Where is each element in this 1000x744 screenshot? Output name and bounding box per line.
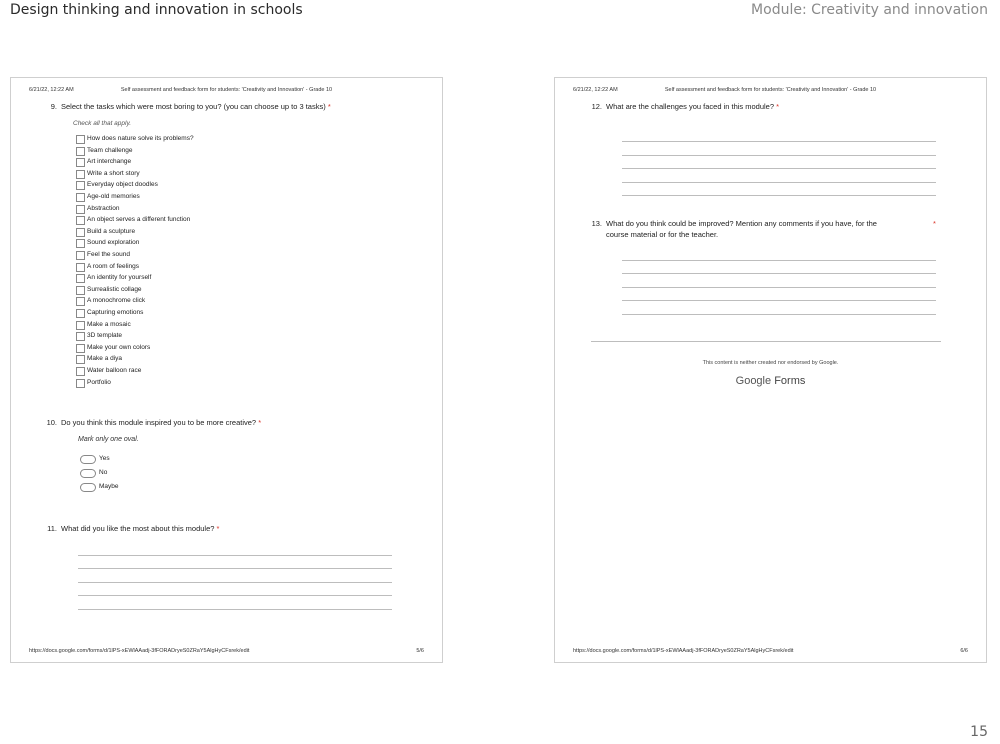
radio-label: Yes xyxy=(99,455,110,462)
checkbox-label: Water balloon race xyxy=(87,367,142,374)
answer-line[interactable] xyxy=(622,195,936,196)
checkbox[interactable] xyxy=(76,297,85,306)
presentation-title: Design thinking and innovation in schools xyxy=(10,2,303,18)
question-number: 9. xyxy=(50,102,57,111)
checkbox-label: Capturing emotions xyxy=(87,309,144,316)
answer-line[interactable] xyxy=(78,595,392,596)
required-marker: * xyxy=(776,102,780,111)
question-text: What did you like the most about this module? xyxy=(61,524,215,533)
checkbox[interactable] xyxy=(76,251,85,260)
print-date: 6/21/22, 12:22 AM xyxy=(29,87,74,93)
checkbox[interactable] xyxy=(76,170,85,179)
radio-hint: Mark only one oval. xyxy=(78,436,139,443)
answer-line[interactable] xyxy=(622,141,936,142)
radio-oval[interactable] xyxy=(80,483,96,492)
checkbox-label: Build a sculpture xyxy=(87,227,136,235)
question-text-line-2: course material or for the teacher. xyxy=(606,230,719,239)
checkbox-label: Feel the sound xyxy=(87,251,131,258)
checkbox[interactable] xyxy=(76,181,85,190)
question-number: 12. xyxy=(591,102,602,111)
slide-number: 15 xyxy=(970,724,988,740)
checkbox[interactable] xyxy=(76,239,85,248)
checkbox[interactable] xyxy=(76,286,85,295)
answer-line[interactable] xyxy=(622,300,936,301)
question-number: 10. xyxy=(46,418,57,427)
print-form-title: Self assessment and feedback form for students: 'Creativity and Innovation' - Grade 10 xyxy=(664,87,877,93)
answer-line[interactable] xyxy=(622,260,936,261)
radio-oval[interactable] xyxy=(80,469,96,478)
checkbox-label: Make your own colors xyxy=(87,343,151,351)
required-marker: * xyxy=(327,102,331,111)
module-label: Module: Creativity and innovation xyxy=(751,2,988,18)
answer-line[interactable] xyxy=(622,155,936,156)
checkbox-label: A monochrome click xyxy=(87,297,146,305)
section-divider xyxy=(591,341,941,342)
answer-line[interactable] xyxy=(622,273,936,274)
form-page-5 xyxy=(10,77,443,663)
question-text: Do you think this module inspired you to be more creative? xyxy=(61,418,257,427)
required-marker: * xyxy=(933,219,936,228)
question-text: What are the challenges you faced in this module? xyxy=(606,102,775,111)
answer-line[interactable] xyxy=(622,314,936,315)
checkbox[interactable] xyxy=(76,205,85,214)
checkbox[interactable] xyxy=(76,263,85,272)
required-marker: * xyxy=(258,418,262,427)
checkbox-label: Abstraction xyxy=(87,204,120,212)
checkbox[interactable] xyxy=(76,228,85,237)
radio-label: Maybe xyxy=(99,483,119,490)
google-forms-logo xyxy=(555,375,986,387)
question-number: 13. xyxy=(591,219,602,228)
checkbox[interactable] xyxy=(76,135,85,144)
checkbox-label: Art interchange xyxy=(87,158,132,166)
checkbox[interactable] xyxy=(76,321,85,330)
checkbox[interactable] xyxy=(76,367,85,376)
answer-line[interactable] xyxy=(78,568,392,569)
print-url: https://docs.google.com/forms/d/1lPS-xEWlAAadj-3fFORADryeS0ZRaY5AlgHyCFsrek/edit xyxy=(573,648,794,654)
checkbox-hint: Check all that apply. xyxy=(73,120,132,127)
checkbox-label: Age-old memories xyxy=(87,193,140,200)
checkbox-label: A room of feelings xyxy=(87,262,140,270)
forms-wordmark: Forms xyxy=(774,375,806,387)
checkbox-label: 3D template xyxy=(87,332,123,340)
checkbox-label: How does nature solve its problems? xyxy=(87,135,194,142)
answer-line[interactable] xyxy=(622,168,936,169)
page-number: 5/6 xyxy=(416,648,424,654)
checkbox[interactable] xyxy=(76,379,85,388)
google-disclaimer: This content is neither created nor endorsed by Google. xyxy=(702,360,839,366)
answer-line[interactable] xyxy=(78,582,392,583)
checkbox-label: Portfolio xyxy=(87,378,111,386)
radio-oval[interactable] xyxy=(80,455,96,464)
print-form-title: Self assessment and feedback form for students: 'Creativity and Innovation' - Grade 10 xyxy=(120,87,333,93)
print-date: 6/21/22, 12:22 AM xyxy=(573,87,618,93)
checkbox[interactable] xyxy=(76,216,85,225)
answer-line[interactable] xyxy=(78,555,392,556)
question-number: 11. xyxy=(47,524,57,533)
checkbox-label: Team challenge xyxy=(87,146,133,154)
checkbox-label: Surrealistic collage xyxy=(87,285,142,293)
form-page-6 xyxy=(554,77,987,663)
question-text-line-1: What do you think could be improved? Mention any comments if you have, for the xyxy=(606,219,877,228)
checkbox-label: An identity for yourself xyxy=(87,274,152,282)
radio-label: No xyxy=(99,469,108,476)
checkbox-label: Write a short story xyxy=(87,169,140,177)
question-text: Select the tasks which were most boring to you? (you can choose up to 3 tasks) xyxy=(61,102,326,111)
checkbox[interactable] xyxy=(76,193,85,202)
checkbox-label: Sound exploration xyxy=(87,239,140,247)
checkbox[interactable] xyxy=(76,332,85,341)
answer-line[interactable] xyxy=(622,287,936,288)
checkbox-label: Everyday object doodles xyxy=(87,181,158,189)
checkbox[interactable] xyxy=(76,355,85,364)
answer-line[interactable] xyxy=(78,609,392,610)
checkbox-label: Make a diya xyxy=(87,355,123,363)
google-wordmark: Google xyxy=(735,375,772,387)
checkbox[interactable] xyxy=(76,274,85,283)
answer-line[interactable] xyxy=(622,182,936,183)
checkbox[interactable] xyxy=(76,158,85,167)
checkbox[interactable] xyxy=(76,147,85,156)
checkbox-label: An object serves a different function xyxy=(87,216,191,224)
print-url: https://docs.google.com/forms/d/1lPS-xEWlAAadj-3fFORADryeS0ZRaY5AlgHyCFsrek/edit xyxy=(29,648,250,654)
page-number: 6/6 xyxy=(960,648,968,654)
checkbox[interactable] xyxy=(76,344,85,353)
required-marker: * xyxy=(216,524,220,533)
checkbox-label: Make a mosaic xyxy=(87,320,131,328)
checkbox[interactable] xyxy=(76,309,85,318)
